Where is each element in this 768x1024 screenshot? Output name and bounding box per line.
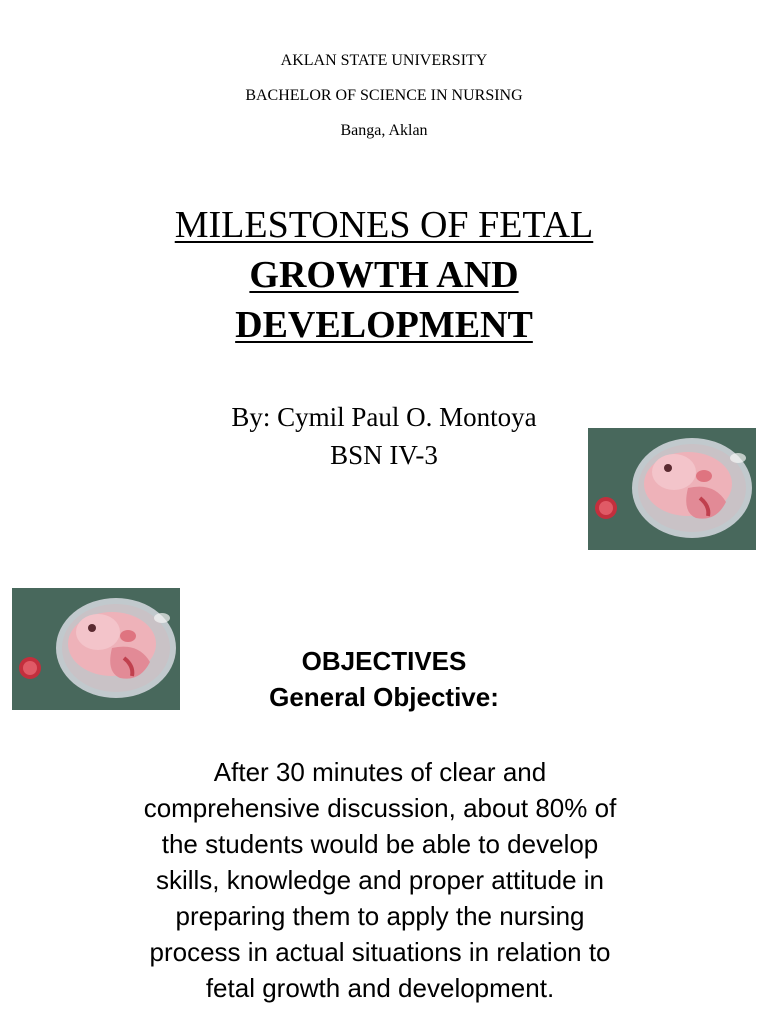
author-section: BSN IV-3 bbox=[330, 440, 438, 470]
objectives-heading: OBJECTIVES bbox=[301, 646, 467, 676]
objective-line: preparing them to apply the nursing bbox=[175, 901, 585, 931]
objective-paragraph bbox=[60, 754, 700, 1006]
title-line-1: MILESTONES OF FETAL bbox=[174, 204, 594, 246]
objective-line: process in actual situations in relation to bbox=[149, 937, 611, 967]
author-name: By: Cymil Paul O. Montoya bbox=[231, 402, 537, 432]
objective-line: fetal growth and development. bbox=[205, 973, 555, 1003]
course-name: BACHELOR OF SCIENCE IN NURSING bbox=[245, 87, 523, 104]
fetus-photo-right bbox=[588, 428, 756, 550]
objective-line: comprehensive discussion, about 80% of bbox=[143, 793, 617, 823]
title-line-3: DEVELOPMENT bbox=[235, 304, 533, 346]
objective-line: the students would be able to develop bbox=[161, 829, 599, 859]
objective-line: After 30 minutes of clear and bbox=[213, 757, 547, 787]
fetus-image-icon bbox=[588, 428, 756, 550]
university-name: AKLAN STATE UNIVERSITY bbox=[280, 52, 488, 69]
objective-line: skills, knowledge and proper attitude in bbox=[155, 865, 605, 895]
title-line-2: GROWTH AND bbox=[249, 254, 519, 296]
location-name: Banga, Aklan bbox=[340, 122, 428, 139]
general-objective-heading: General Objective: bbox=[269, 682, 499, 712]
